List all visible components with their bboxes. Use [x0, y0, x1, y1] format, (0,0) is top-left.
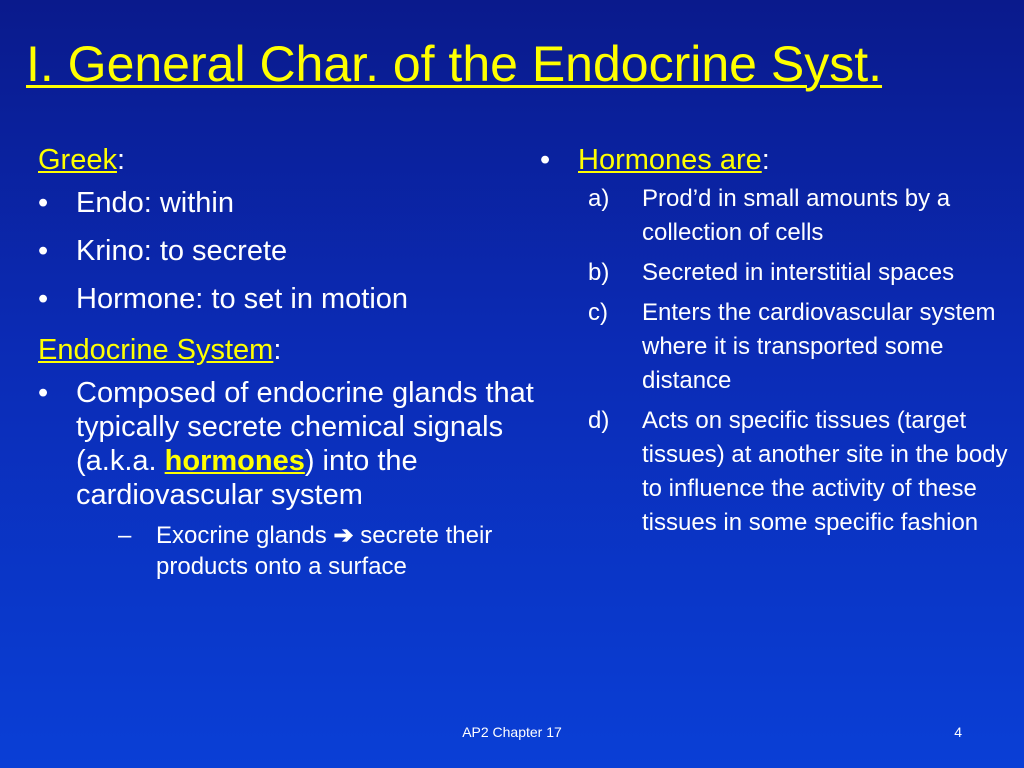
hormone-property-d — [588, 404, 1010, 540]
endocrine-bullet-list — [38, 376, 538, 582]
hormone-property-a — [588, 182, 1010, 250]
hormone-property-b — [588, 256, 1010, 290]
greek-heading-label: Greek — [38, 144, 117, 176]
item-text-a: Prod’d in small amounts by a collection of cells — [642, 185, 951, 246]
hormone-property-c — [588, 296, 1010, 398]
hormones-are-colon: : — [761, 144, 770, 176]
exocrine-text-post: secrete their products onto a surface — [156, 522, 493, 580]
greek-bullet-krino: • Krino: to secrete — [38, 234, 538, 268]
greek-bullet-hormone: • Hormone: to set in motion — [38, 282, 538, 316]
item-label-c: c) — [588, 299, 608, 326]
hormones-are-label: Hormones are — [578, 144, 762, 176]
hormone-properties-list — [588, 182, 1010, 540]
endocrine-bullet-text-pre: Composed of endocrine glands that typically secrete chemical signals (a.k.a. — [76, 377, 534, 477]
hormones-keyword: hormones — [164, 445, 305, 477]
right-column — [540, 140, 1010, 546]
greek-bullet-list — [38, 186, 538, 316]
left-column — [38, 140, 538, 596]
exocrine-sub-bullet — [118, 520, 538, 582]
item-text-d: Acts on specific tissues (target tissues) at another site in the body to influence the activity of these tissues in some specific fashion — [642, 407, 1008, 536]
exocrine-sub-list — [118, 520, 538, 582]
endocrine-system-heading — [38, 330, 538, 370]
greek-heading-colon: : — [116, 144, 126, 176]
endocrine-system-heading-colon: : — [273, 334, 282, 366]
item-label-b: b) — [588, 259, 610, 286]
item-label-a: a) — [588, 185, 610, 212]
endocrine-bullet-text-post: ) into the cardiovascular system — [76, 445, 418, 511]
endocrine-system-heading-label: Endocrine System — [38, 334, 274, 366]
item-text-c: Enters the cardiovascular system where it is transported some distance — [642, 299, 996, 394]
greek-bullet-endo: • Endo: within — [38, 186, 538, 220]
exocrine-text-pre: Exocrine glands — [156, 522, 334, 549]
slide-title: I. General Char. of the Endocrine Syst. — [26, 36, 883, 92]
greek-heading — [38, 140, 538, 180]
right-arrow-icon: ➔ — [333, 522, 354, 549]
hormones-are-heading — [540, 140, 1010, 180]
item-label-d: d) — [588, 407, 610, 434]
slide-footer: AP2 Chapter 17 — [462, 724, 562, 740]
endocrine-bullet-composed — [38, 376, 538, 582]
page-number: 4 — [954, 724, 962, 740]
item-text-b: Secreted in interstitial spaces — [642, 259, 955, 286]
